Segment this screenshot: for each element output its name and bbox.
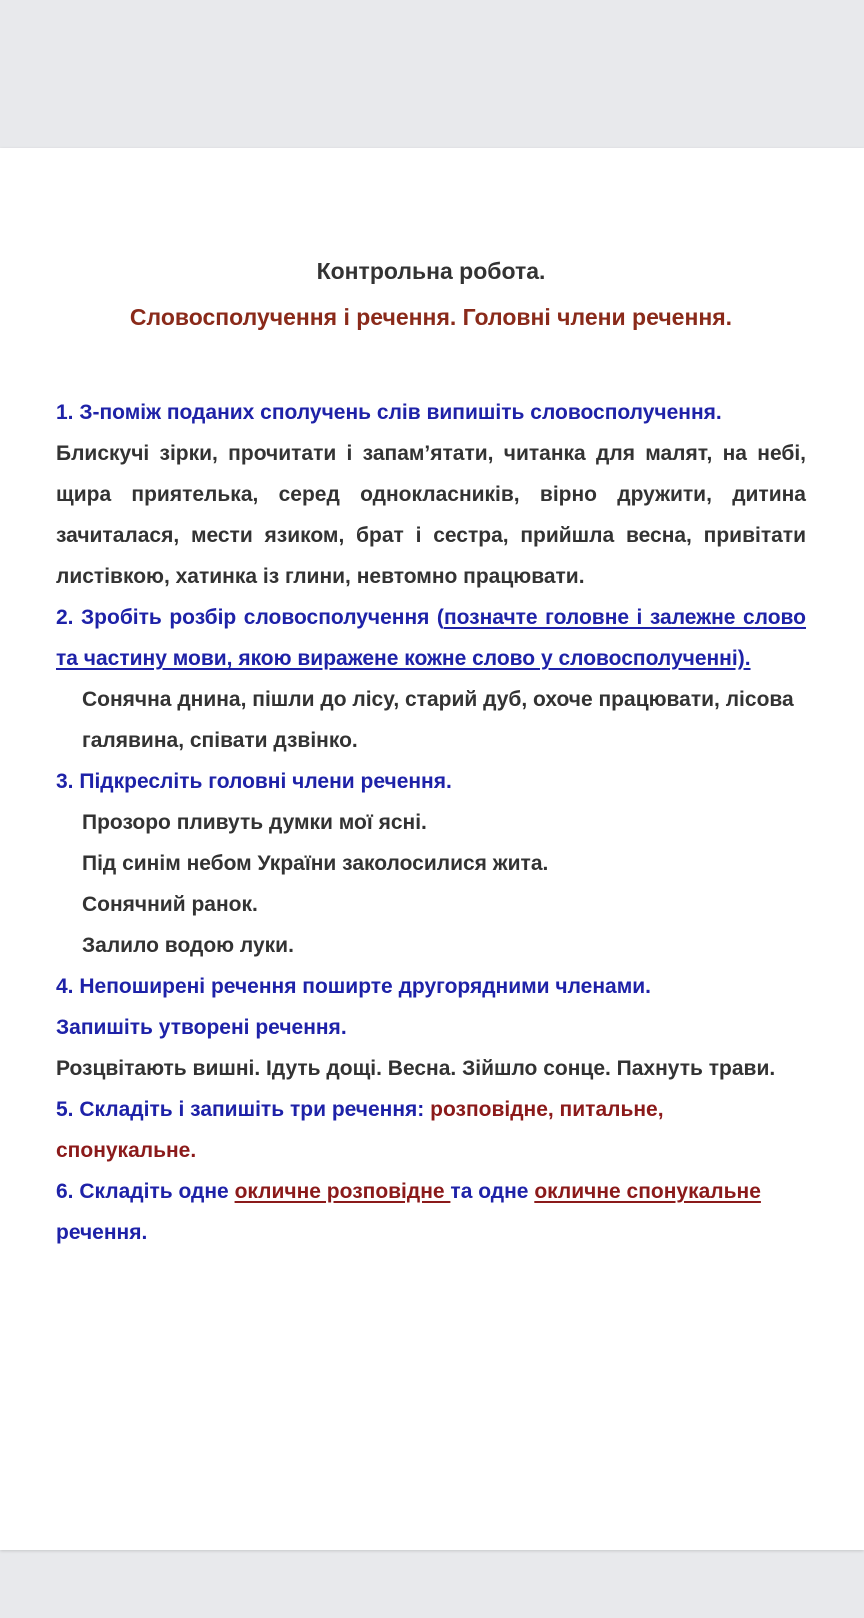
task-2-text: Сонячна днина, пішли до лісу, старий дуб, охоче працювати, лісова галявина, співати дзвінко.	[82, 688, 794, 752]
task-1-text: Блискучі зірки, прочитати і запам’ятати, читанка для малят, на небі, щира приятелька, серед однокласників, вірно дружити, дитина зачиталася, мести язиком, брат і сестра, прийшла весна, привітати листівкою, хатинка із глини, невтомно працювати.	[56, 442, 806, 588]
task-4-text: Розцвітають вишні. Ідуть дощі. Весна. Зійшло сонце. Пахнуть трави.	[56, 1057, 776, 1080]
task-6	[56, 1171, 806, 1253]
task-6-type-2: окличне спонукальне	[534, 1180, 761, 1203]
task-3-heading: 3. Підкресліть головні члени речення.	[56, 770, 452, 793]
task-4-heading: 4. Непоширені речення поширте другорядними членами.	[56, 975, 652, 998]
document-page	[0, 148, 864, 1550]
task-6-text-3: речення.	[56, 1221, 148, 1244]
task-5-heading: 5. Складіть і запишіть три речення:	[56, 1098, 431, 1121]
task-2-note: позначте головне і залежне слово та частину мови, якою виражене кожне слово у словосполученні).	[56, 606, 806, 670]
task-2-heading	[56, 597, 806, 679]
task-5-types: розповідне, питальне, спонукальне.	[56, 1098, 664, 1162]
task-6-type-1: окличне розповідне	[234, 1180, 451, 1203]
document-content	[56, 258, 806, 1253]
task-2-heading-text: 2. Зробіть розбір словосполучення (	[56, 606, 444, 629]
document-title: Контрольна робота.	[316, 258, 546, 284]
task-3-sentence: Під синім небом України заколосилися жита.	[82, 852, 549, 875]
task-6-text-2: та одне	[450, 1180, 535, 1203]
task-3-sentence: Сонячний ранок.	[82, 893, 258, 916]
task-6-text-1: 6. Складіть одне	[56, 1180, 235, 1203]
task-3-sentence: Прозоро пливуть думки мої ясні.	[82, 811, 427, 834]
task-1-heading: 1. З-поміж поданих сполучень слів випишіть словосполучення.	[56, 401, 722, 424]
document-subtitle: Словосполучення і речення. Головні члени речення.	[129, 304, 733, 330]
task-5	[56, 1089, 806, 1171]
task-4-heading-2: Запишіть утворені речення.	[56, 1016, 347, 1039]
task-3-sentence: Залило водою луки.	[82, 934, 294, 957]
